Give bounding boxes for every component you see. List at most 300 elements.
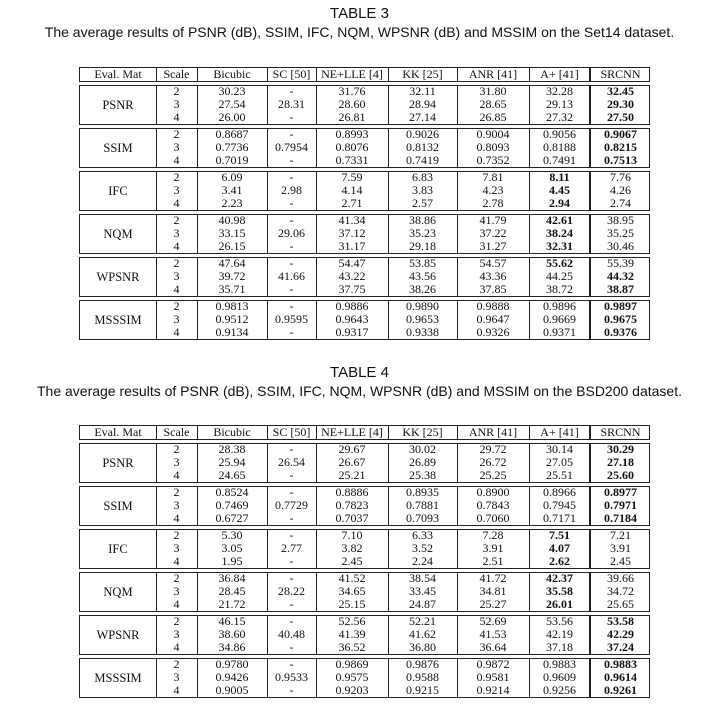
best-value-cell: 27.50 bbox=[607, 110, 634, 124]
value-cell: 37.85 bbox=[479, 282, 507, 296]
value-cell: 2.24 bbox=[412, 554, 433, 568]
best-value-cell: 0.9897 bbox=[604, 299, 637, 313]
value-cell: 0.9056 bbox=[543, 127, 576, 141]
header-row bbox=[79, 425, 650, 440]
best-value-cell: 0.7513 bbox=[604, 153, 637, 167]
metric-label: MSSSIM bbox=[94, 313, 142, 327]
value-cell: 0.8076 bbox=[335, 140, 369, 154]
value-cell: - bbox=[289, 511, 294, 525]
value-cell: - bbox=[289, 571, 294, 585]
value-cell: 7.81 bbox=[482, 170, 504, 184]
value-cell: 41.62 bbox=[409, 627, 436, 641]
metric-group bbox=[79, 300, 650, 340]
best-value-cell: 0.7971 bbox=[604, 498, 637, 512]
value-cell: 31.27 bbox=[479, 239, 507, 253]
value-cell: 0.9876 bbox=[406, 657, 439, 671]
value-cell: 29.67 bbox=[338, 442, 366, 456]
value-cell: 0.9134 bbox=[215, 325, 249, 339]
value-cell: 38.72 bbox=[546, 282, 573, 296]
column-header: NE+LLE [4] bbox=[321, 425, 383, 439]
value-cell: 52.69 bbox=[479, 614, 507, 628]
scale-cell: 2 bbox=[173, 84, 180, 98]
value-cell: 27.32 bbox=[546, 110, 573, 124]
table-3 bbox=[79, 67, 650, 340]
scale-cell: 2 bbox=[173, 571, 180, 585]
scale-cell: 2 bbox=[173, 127, 180, 141]
metric-group bbox=[79, 85, 650, 125]
metric-label: PSNR bbox=[102, 98, 134, 112]
scale-cell: 3 bbox=[173, 269, 180, 283]
value-cell: 5.30 bbox=[221, 528, 243, 542]
value-cell: 41.66 bbox=[278, 269, 305, 283]
scale-cell: 3 bbox=[173, 226, 180, 240]
value-cell: - bbox=[289, 614, 294, 628]
column-header: KK [25] bbox=[402, 67, 443, 81]
metric-label: WPSNR bbox=[96, 628, 140, 642]
value-cell: 28.45 bbox=[218, 584, 246, 598]
value-cell: - bbox=[289, 170, 294, 184]
metric-label: NQM bbox=[103, 585, 133, 599]
value-cell: - bbox=[289, 442, 294, 456]
value-cell: 0.7823 bbox=[335, 498, 369, 512]
value-cell: 32.28 bbox=[546, 84, 573, 98]
scale-cell: 2 bbox=[173, 485, 180, 499]
value-cell: 30.46 bbox=[607, 239, 634, 253]
scale-cell: 2 bbox=[173, 657, 180, 671]
value-cell: 0.9256 bbox=[543, 683, 576, 697]
scale-cell: 4 bbox=[173, 196, 180, 210]
metric-group bbox=[79, 214, 650, 254]
value-cell: 0.7093 bbox=[406, 511, 439, 525]
value-cell: - bbox=[289, 213, 294, 227]
value-cell: 33.15 bbox=[218, 226, 246, 240]
scale-cell: 2 bbox=[173, 256, 180, 270]
scale-cell: 4 bbox=[173, 153, 180, 167]
value-cell: 37.12 bbox=[338, 226, 366, 240]
value-cell: 29.18 bbox=[409, 239, 436, 253]
best-value-cell: 0.9675 bbox=[604, 312, 637, 326]
metric-label: PSNR bbox=[102, 456, 134, 470]
value-cell: 6.33 bbox=[412, 528, 433, 542]
value-cell: 0.9371 bbox=[543, 325, 576, 339]
value-cell: 0.9647 bbox=[476, 312, 510, 326]
value-cell: 34.81 bbox=[479, 584, 507, 598]
column-header: NE+LLE [4] bbox=[321, 67, 383, 81]
value-cell: 39.66 bbox=[607, 571, 634, 585]
value-cell: 43.22 bbox=[338, 269, 366, 283]
value-cell: 35.25 bbox=[607, 226, 634, 240]
value-cell: 30.02 bbox=[409, 442, 436, 456]
metric-group bbox=[79, 486, 650, 526]
value-cell: 0.9669 bbox=[543, 312, 576, 326]
value-cell: 55.39 bbox=[607, 256, 634, 270]
value-cell: - bbox=[289, 640, 294, 654]
value-cell: 0.7469 bbox=[215, 498, 249, 512]
scale-cell: 4 bbox=[173, 468, 180, 482]
value-cell: 26.72 bbox=[479, 455, 507, 469]
column-header: Scale bbox=[163, 67, 190, 81]
value-cell: 52.56 bbox=[338, 614, 366, 628]
value-cell: 36.52 bbox=[338, 640, 366, 654]
value-cell: 0.9813 bbox=[215, 299, 249, 313]
value-cell: 0.8966 bbox=[543, 485, 576, 499]
value-cell: 0.9214 bbox=[476, 683, 510, 697]
value-cell: 6.09 bbox=[221, 170, 243, 184]
value-cell: 37.22 bbox=[479, 226, 507, 240]
best-value-cell: 27.18 bbox=[607, 455, 634, 469]
value-cell: 37.75 bbox=[338, 282, 366, 296]
scale-cell: 2 bbox=[173, 170, 180, 184]
scale-cell: 4 bbox=[173, 597, 180, 611]
metric-group bbox=[79, 658, 650, 698]
table-4-caption: The average results of PSNR (dB), SSIM, IFC, NQM, WPSNR (dB) and MSSIM on the BSD200 dataset. bbox=[36, 383, 682, 399]
value-cell: 34.86 bbox=[218, 640, 246, 654]
value-cell: 44.25 bbox=[546, 269, 573, 283]
value-cell: 4.26 bbox=[610, 183, 631, 197]
value-cell: 4.14 bbox=[341, 183, 363, 197]
value-cell: 2.77 bbox=[281, 541, 302, 555]
value-cell: 35.71 bbox=[218, 282, 246, 296]
value-cell: 0.9890 bbox=[406, 299, 439, 313]
best-value-cell: 7.51 bbox=[549, 528, 570, 542]
value-cell: - bbox=[289, 239, 294, 253]
value-cell: - bbox=[289, 110, 294, 124]
best-value-cell: 32.31 bbox=[546, 239, 573, 253]
scale-cell: 4 bbox=[173, 325, 180, 339]
value-cell: 26.54 bbox=[278, 455, 305, 469]
value-cell: 0.9896 bbox=[543, 299, 576, 313]
value-cell: 0.8886 bbox=[335, 485, 369, 499]
value-cell: 7.28 bbox=[482, 528, 504, 542]
value-cell: 3.91 bbox=[482, 541, 504, 555]
value-cell: 0.9533 bbox=[275, 670, 308, 684]
value-cell: 24.65 bbox=[218, 468, 246, 482]
value-cell: 0.9326 bbox=[476, 325, 510, 339]
value-cell: 0.7729 bbox=[275, 498, 308, 512]
metric-label: SSIM bbox=[103, 141, 133, 155]
value-cell: 3.52 bbox=[412, 541, 433, 555]
scale-cell: 4 bbox=[173, 239, 180, 253]
value-cell: 0.9215 bbox=[406, 683, 439, 697]
best-value-cell: 8.11 bbox=[549, 170, 570, 184]
value-cell: 54.47 bbox=[338, 256, 366, 270]
metric-group bbox=[79, 615, 650, 655]
value-cell: 0.7419 bbox=[406, 153, 439, 167]
value-cell: - bbox=[289, 127, 294, 141]
value-cell: 0.9883 bbox=[543, 657, 576, 671]
scale-cell: 4 bbox=[173, 554, 180, 568]
value-cell: 34.72 bbox=[607, 584, 634, 598]
value-cell: 38.86 bbox=[409, 213, 436, 227]
value-cell: 26.15 bbox=[218, 239, 246, 253]
best-value-cell: 38.24 bbox=[546, 226, 573, 240]
column-header: SRCNN bbox=[600, 67, 641, 81]
best-value-cell: 38.87 bbox=[607, 282, 634, 296]
value-cell: - bbox=[289, 468, 294, 482]
column-header: ANR [41] bbox=[468, 425, 518, 439]
value-cell: 31.17 bbox=[338, 239, 366, 253]
scale-cell: 3 bbox=[173, 670, 180, 684]
value-cell: 0.9203 bbox=[335, 683, 369, 697]
value-cell: - bbox=[289, 683, 294, 697]
value-cell: - bbox=[289, 256, 294, 270]
value-cell: - bbox=[289, 84, 294, 98]
best-value-cell: 0.8215 bbox=[604, 140, 637, 154]
value-cell: 0.9426 bbox=[215, 670, 249, 684]
value-cell: 47.64 bbox=[218, 256, 246, 270]
value-cell: 0.9643 bbox=[335, 312, 369, 326]
value-cell: 38.54 bbox=[409, 571, 436, 585]
best-value-cell: 55.62 bbox=[546, 256, 573, 270]
column-header: SC [50] bbox=[272, 67, 311, 81]
metric-group bbox=[79, 529, 650, 569]
value-cell: 25.94 bbox=[218, 455, 246, 469]
value-cell: 25.27 bbox=[479, 597, 507, 611]
column-header: A+ [41] bbox=[540, 67, 579, 81]
value-cell: 28.31 bbox=[278, 97, 305, 111]
best-value-cell: 42.61 bbox=[546, 213, 573, 227]
scale-cell: 3 bbox=[173, 627, 180, 641]
best-value-cell: 0.9261 bbox=[604, 683, 637, 697]
value-cell: 26.00 bbox=[218, 110, 246, 124]
value-cell: 42.19 bbox=[546, 627, 573, 641]
table-3-caption: The average results of PSNR (dB), SSIM, IFC, NQM, WPSNR (dB) and MSSIM on the Set14 dataset. bbox=[44, 24, 675, 40]
best-value-cell: 2.62 bbox=[549, 554, 570, 568]
value-cell: 0.9512 bbox=[215, 312, 249, 326]
scale-cell: 3 bbox=[173, 498, 180, 512]
best-value-cell: 4.07 bbox=[549, 541, 570, 555]
value-cell: 31.76 bbox=[338, 84, 366, 98]
value-cell: 6.83 bbox=[412, 170, 433, 184]
column-header: Scale bbox=[163, 425, 190, 439]
value-cell: 0.9004 bbox=[476, 127, 510, 141]
value-cell: 25.38 bbox=[409, 468, 436, 482]
scale-cell: 3 bbox=[173, 455, 180, 469]
value-cell: 25.25 bbox=[479, 468, 507, 482]
metric-label: IFC bbox=[108, 184, 128, 198]
metric-group bbox=[79, 128, 650, 168]
value-cell: 28.94 bbox=[409, 97, 436, 111]
value-cell: 7.59 bbox=[341, 170, 363, 184]
metric-label: MSSSIM bbox=[94, 671, 142, 685]
scale-cell: 3 bbox=[173, 584, 180, 598]
value-cell: 40.48 bbox=[278, 627, 305, 641]
value-cell: 26.81 bbox=[338, 110, 366, 124]
value-cell: 33.45 bbox=[409, 584, 436, 598]
value-cell: 0.9609 bbox=[543, 670, 576, 684]
value-cell: 7.21 bbox=[610, 528, 631, 542]
value-cell: 25.15 bbox=[338, 597, 366, 611]
value-cell: 52.21 bbox=[409, 614, 436, 628]
value-cell: 26.89 bbox=[409, 455, 436, 469]
table-3-number: TABLE 3 bbox=[330, 5, 389, 22]
value-cell: 28.38 bbox=[218, 442, 246, 456]
value-cell: 27.14 bbox=[409, 110, 436, 124]
table-4-number: TABLE 4 bbox=[330, 364, 389, 381]
scale-cell: 3 bbox=[173, 312, 180, 326]
value-cell: 29.06 bbox=[278, 226, 305, 240]
value-cell: 27.05 bbox=[546, 455, 573, 469]
metric-group bbox=[79, 443, 650, 483]
value-cell: 26.85 bbox=[479, 110, 507, 124]
value-cell: 32.11 bbox=[409, 84, 436, 98]
value-cell: 26.67 bbox=[338, 455, 366, 469]
scale-cell: 2 bbox=[173, 213, 180, 227]
value-cell: 2.51 bbox=[482, 554, 504, 568]
value-cell: 46.15 bbox=[218, 614, 246, 628]
best-value-cell: 26.01 bbox=[546, 597, 573, 611]
value-cell: 0.8993 bbox=[335, 127, 369, 141]
value-cell: 38.95 bbox=[607, 213, 634, 227]
best-value-cell: 0.9614 bbox=[604, 670, 637, 684]
column-header: A+ [41] bbox=[540, 425, 579, 439]
column-header: Eval. Mat bbox=[94, 425, 142, 439]
value-cell: 2.23 bbox=[221, 196, 243, 210]
scale-cell: 2 bbox=[173, 442, 180, 456]
metric-label: IFC bbox=[108, 542, 128, 556]
value-cell: 0.7060 bbox=[476, 511, 510, 525]
scale-cell: 3 bbox=[173, 97, 180, 111]
value-cell: 2.78 bbox=[482, 196, 504, 210]
best-value-cell: 0.9883 bbox=[604, 657, 637, 671]
column-header: ANR [41] bbox=[468, 67, 518, 81]
value-cell: 54.57 bbox=[479, 256, 507, 270]
column-header: Eval. Mat bbox=[94, 67, 142, 81]
value-cell: 3.41 bbox=[221, 183, 243, 197]
value-cell: 37.18 bbox=[546, 640, 573, 654]
scale-cell: 4 bbox=[173, 282, 180, 296]
value-cell: - bbox=[289, 196, 294, 210]
value-cell: 43.56 bbox=[409, 269, 436, 283]
value-cell: 41.39 bbox=[338, 627, 366, 641]
column-header: KK [25] bbox=[402, 425, 443, 439]
scale-cell: 3 bbox=[173, 183, 180, 197]
value-cell: 3.91 bbox=[610, 541, 631, 555]
value-cell: - bbox=[289, 325, 294, 339]
value-cell: 0.8132 bbox=[406, 140, 439, 154]
value-cell: 38.60 bbox=[218, 627, 246, 641]
scale-cell: 3 bbox=[173, 140, 180, 154]
scale-cell: 2 bbox=[173, 528, 180, 542]
value-cell: 0.9338 bbox=[406, 325, 439, 339]
column-header: Bicubic bbox=[213, 425, 251, 439]
value-cell: 41.72 bbox=[479, 571, 507, 585]
value-cell: 53.85 bbox=[409, 256, 436, 270]
value-cell: - bbox=[289, 528, 294, 542]
best-value-cell: 44.32 bbox=[607, 269, 634, 283]
best-value-cell: 25.60 bbox=[607, 468, 634, 482]
value-cell: 0.6727 bbox=[215, 511, 249, 525]
value-cell: 3.83 bbox=[412, 183, 433, 197]
value-cell: 0.8687 bbox=[215, 127, 249, 141]
value-cell: 28.65 bbox=[479, 97, 507, 111]
value-cell: 40.98 bbox=[218, 213, 246, 227]
value-cell: 38.26 bbox=[409, 282, 436, 296]
value-cell: 39.72 bbox=[218, 269, 246, 283]
metric-group bbox=[79, 171, 650, 211]
value-cell: 0.9026 bbox=[406, 127, 439, 141]
value-cell: 41.79 bbox=[479, 213, 507, 227]
value-cell: - bbox=[289, 299, 294, 313]
scale-cell: 2 bbox=[173, 299, 180, 313]
value-cell: 0.9317 bbox=[335, 325, 369, 339]
value-cell: 0.7945 bbox=[543, 498, 576, 512]
value-cell: 0.9653 bbox=[406, 312, 439, 326]
scale-cell: 3 bbox=[173, 541, 180, 555]
value-cell: 2.71 bbox=[341, 196, 363, 210]
value-cell: 0.7736 bbox=[215, 140, 249, 154]
scale-cell: 4 bbox=[173, 110, 180, 124]
table-4 bbox=[79, 425, 650, 698]
value-cell: 0.7954 bbox=[275, 140, 308, 154]
best-value-cell: 42.29 bbox=[607, 627, 634, 641]
value-cell: - bbox=[289, 554, 294, 568]
value-cell: 35.23 bbox=[409, 226, 436, 240]
value-cell: 0.8900 bbox=[476, 485, 510, 499]
value-cell: 2.45 bbox=[341, 554, 363, 568]
value-cell: 28.60 bbox=[338, 97, 366, 111]
value-cell: 7.10 bbox=[341, 528, 363, 542]
value-cell: 2.45 bbox=[610, 554, 631, 568]
value-cell: - bbox=[289, 485, 294, 499]
value-cell: 0.9886 bbox=[335, 299, 369, 313]
value-cell: 41.52 bbox=[338, 571, 366, 585]
value-cell: 36.80 bbox=[409, 640, 436, 654]
value-cell: 25.65 bbox=[607, 597, 634, 611]
value-cell: 0.7352 bbox=[476, 153, 510, 167]
value-cell: 0.8188 bbox=[543, 140, 576, 154]
metric-label: SSIM bbox=[103, 499, 133, 513]
value-cell: 0.9888 bbox=[476, 299, 510, 313]
scale-cell: 4 bbox=[173, 683, 180, 697]
column-header: SC [50] bbox=[272, 425, 311, 439]
value-cell: 36.64 bbox=[479, 640, 507, 654]
best-value-cell: 35.58 bbox=[546, 584, 573, 598]
value-cell: 29.13 bbox=[546, 97, 573, 111]
value-cell: 41.34 bbox=[338, 213, 366, 227]
value-cell: 34.65 bbox=[338, 584, 366, 598]
value-cell: 53.56 bbox=[546, 614, 573, 628]
best-value-cell: 0.7184 bbox=[604, 511, 637, 525]
value-cell: 0.7843 bbox=[476, 498, 510, 512]
value-cell: 2.98 bbox=[281, 183, 302, 197]
value-cell: - bbox=[289, 282, 294, 296]
value-cell: 0.8524 bbox=[215, 485, 249, 499]
metric-label: NQM bbox=[103, 227, 133, 241]
value-cell: 28.22 bbox=[278, 584, 305, 598]
value-cell: 0.9869 bbox=[335, 657, 369, 671]
value-cell: 0.9588 bbox=[406, 670, 439, 684]
value-cell: 0.9581 bbox=[476, 670, 510, 684]
column-header: Bicubic bbox=[213, 67, 251, 81]
best-value-cell: 0.9067 bbox=[604, 127, 637, 141]
value-cell: - bbox=[289, 597, 294, 611]
value-cell: 30.14 bbox=[546, 442, 573, 456]
value-cell: 21.72 bbox=[218, 597, 246, 611]
value-cell: 7.76 bbox=[610, 170, 631, 184]
value-cell: 0.9595 bbox=[275, 312, 308, 326]
scale-cell: 2 bbox=[173, 614, 180, 628]
metric-label: WPSNR bbox=[96, 270, 140, 284]
value-cell: 1.95 bbox=[221, 554, 243, 568]
value-cell: 36.84 bbox=[218, 571, 246, 585]
value-cell: 25.21 bbox=[338, 468, 366, 482]
value-cell: 25.51 bbox=[546, 468, 573, 482]
column-header: SRCNN bbox=[600, 425, 641, 439]
value-cell: 2.57 bbox=[412, 196, 433, 210]
value-cell: 0.9575 bbox=[335, 670, 369, 684]
metric-group bbox=[79, 257, 650, 297]
